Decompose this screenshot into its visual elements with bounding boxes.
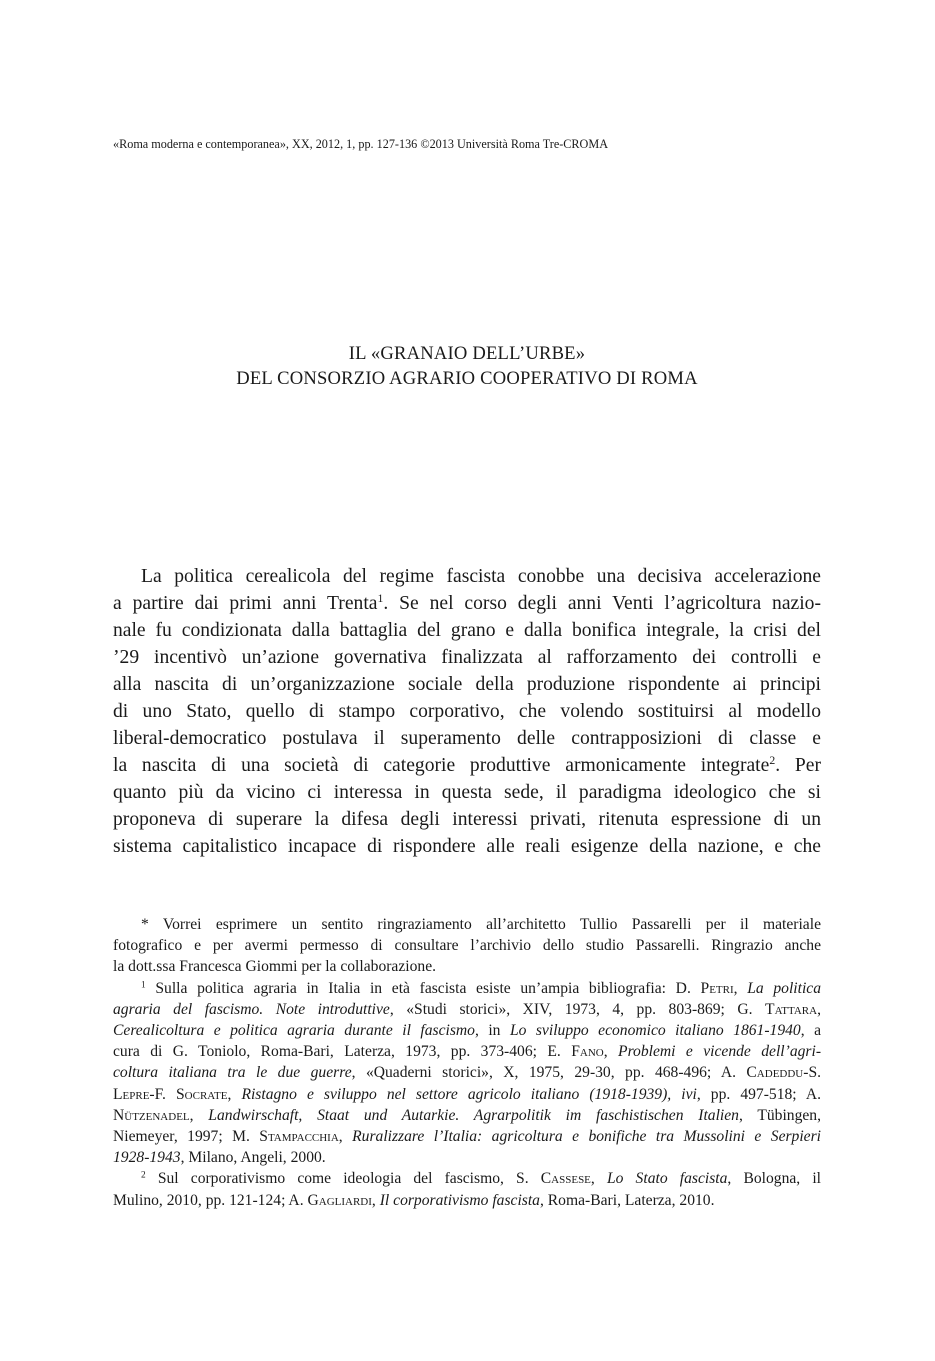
footnote-line <box>113 1190 821 1211</box>
text-run: , Milano, Angeli, 2000. <box>180 1149 326 1167</box>
text-run: , a <box>800 1022 821 1040</box>
author-name: Socrate <box>176 1085 228 1103</box>
footnote-line: * Vorrei esprimere un sentito ringraziamento all’architetto Tullio Passarelli per il materiale <box>141 916 821 933</box>
work-title: Problemi e vicende dell’agri- <box>618 1043 822 1061</box>
footnote-line <box>113 1041 821 1062</box>
text-run: , Tübingen, <box>738 1106 821 1124</box>
body-line: ’29 incentivò un’azione governativa finalizzata al rafforzamento dei controlli e <box>113 647 821 668</box>
footnote-line <box>113 1126 821 1147</box>
footnote-line <box>113 1105 821 1126</box>
text-run: , «Studi storici», XIV, 1973, 4, pp. 803-869; G. <box>389 1000 766 1018</box>
work-title: Lo sviluppo economico italiano 1861-1940 <box>509 1022 801 1040</box>
text-run: , <box>733 979 748 997</box>
body-line: quanto più da vicino ci interessa in questa sede, il paradigma ideologico che si <box>113 782 821 803</box>
text-run: , <box>371 1191 380 1209</box>
body-line <box>113 752 821 779</box>
work-title: agraria del fascismo. Note introduttive <box>113 1000 390 1018</box>
text-run: -F. <box>149 1085 176 1103</box>
body-line: La politica cerealicola del regime fascista conobbe una decisiva accelerazione <box>141 566 821 587</box>
text-run: la nascita di una società di categorie produttive armonicamente integrate <box>113 755 770 776</box>
body-line: nale fu condizionata dalla battaglia del grano e dalla bonifica integrale, la crisi del <box>113 620 821 641</box>
text-run: , <box>590 1170 607 1188</box>
author-name: Tattara <box>765 1000 818 1018</box>
text-run: , <box>817 1000 821 1018</box>
text-run: , <box>603 1043 619 1061</box>
footnote-line <box>113 1168 821 1189</box>
body-line <box>113 590 821 617</box>
text-run: , Roma-Bari, Laterza, 2010. <box>539 1191 715 1209</box>
title-line-2: DEL CONSORZIO AGRARIO COOPERATIVO DI ROMA <box>236 368 698 389</box>
text-run: Sul corporativismo come ideologia del fascismo, S. <box>145 1170 541 1188</box>
text-run: -S. <box>803 1064 822 1082</box>
text-run: , in <box>474 1022 510 1040</box>
text-run: , «Quaderni storici», X, 1975, 29-30, pp. 468-496; A. <box>351 1064 747 1082</box>
footnotes-section <box>113 914 821 1211</box>
body-line: liberal-democratico postulava il superamento delle contrapposizioni di classe e <box>113 728 821 749</box>
footnote-number: 1 <box>141 980 146 990</box>
author-name: Gagliardi <box>307 1191 372 1209</box>
work-title: Landwirschaft, Staat und Autarkie. Agrarpolitik im faschistischen Italien <box>208 1106 739 1124</box>
text-run: Mulino, 2010, pp. 121-124; A. <box>113 1191 308 1209</box>
footnote-line <box>113 1020 821 1041</box>
work-title: Ristagno e sviluppo nel settore agricolo italiano (1918-1939), ivi <box>241 1085 697 1103</box>
text-run: cura di G. Toniolo, Roma-Bari, Laterza, 1973, pp. 373-406; E. <box>113 1043 572 1061</box>
text-run: . Se nel corso degli anni Venti l’agricoltura nazio- <box>383 593 821 614</box>
text-run: , <box>338 1128 353 1146</box>
footnote-star <box>113 914 821 978</box>
text-run: Sulla politica agraria in Italia in età fascista esiste un’ampia bibliografia: D. <box>145 979 701 997</box>
footnote-2 <box>113 1168 821 1210</box>
body-line: sistema capitalistico incapace di rispondere alle reali esigenze della nazione, e che <box>113 836 821 857</box>
footnote-line <box>113 1147 821 1168</box>
text-run: a partire dai primi anni Trenta <box>113 593 378 614</box>
journal-citation-header: «Roma moderna e contemporanea», XX, 2012, 1, pp. 127-136 ©2013 Università Roma Tre-CROMA <box>113 137 608 151</box>
work-title: Cerealicoltura e politica agraria durante il fascismo <box>113 1022 475 1040</box>
author-name: Stampacchia <box>259 1128 339 1146</box>
author-name: Fano <box>571 1043 604 1061</box>
footnote-number: 2 <box>141 1170 146 1181</box>
footnote-ref-2[interactable]: 2 <box>769 753 776 767</box>
title-line-1: IL «GRANAIO DELL’URBE» <box>348 343 586 364</box>
author-name: Cassese <box>540 1170 591 1188</box>
text-run: , <box>189 1106 209 1124</box>
text-run: Niemeyer, 1997; M. <box>113 1128 260 1146</box>
author-name: Nützenadel <box>113 1106 190 1124</box>
footnote-line <box>113 1084 821 1105</box>
footnote-line: la dott.ssa Francesca Giommi per la collaborazione. <box>113 958 437 976</box>
work-title: 1928-1943 <box>113 1149 181 1167</box>
body-line: di uno Stato, quello di stampo corporativo, che volendo sostituirsi al modello <box>113 701 821 722</box>
work-title: Lo Stato fascista <box>606 1170 728 1188</box>
article-title <box>113 341 821 391</box>
work-title: Il corporativismo fascista <box>379 1191 540 1209</box>
footnote-line <box>113 978 821 999</box>
work-title: coltura italiana tra le due guerre <box>113 1064 352 1082</box>
work-title: Ruralizzare l’Italia: agricoltura e bonifiche tra Mussolini e Serpieri <box>352 1128 822 1146</box>
footnote-line: fotografico e per avermi permesso di consultare l’archivio dello studio Passarelli. Ringrazio anche <box>113 937 821 955</box>
text-run: , <box>227 1085 242 1103</box>
author-name: Lepre <box>113 1085 150 1103</box>
body-line: proponeva di superare la difesa degli interessi privati, ritenuta espressione di un <box>113 809 821 830</box>
text-run: , Bologna, il <box>727 1170 821 1188</box>
author-name: Petri <box>700 979 734 997</box>
text-run: . Per <box>775 755 821 776</box>
footnote-line <box>113 999 821 1020</box>
footnote-line <box>113 1062 821 1083</box>
footnote-1 <box>113 978 821 1169</box>
body-line: alla nascita di un’organizzazione sociale della produzione rispondente ai principi <box>113 674 821 695</box>
text-run: , pp. 497-518; A. <box>696 1085 821 1103</box>
author-name: Cadeddu <box>746 1064 804 1082</box>
work-title: La politica <box>747 979 822 997</box>
body-paragraph <box>113 563 821 860</box>
footnote-ref-1[interactable]: 1 <box>377 591 384 605</box>
